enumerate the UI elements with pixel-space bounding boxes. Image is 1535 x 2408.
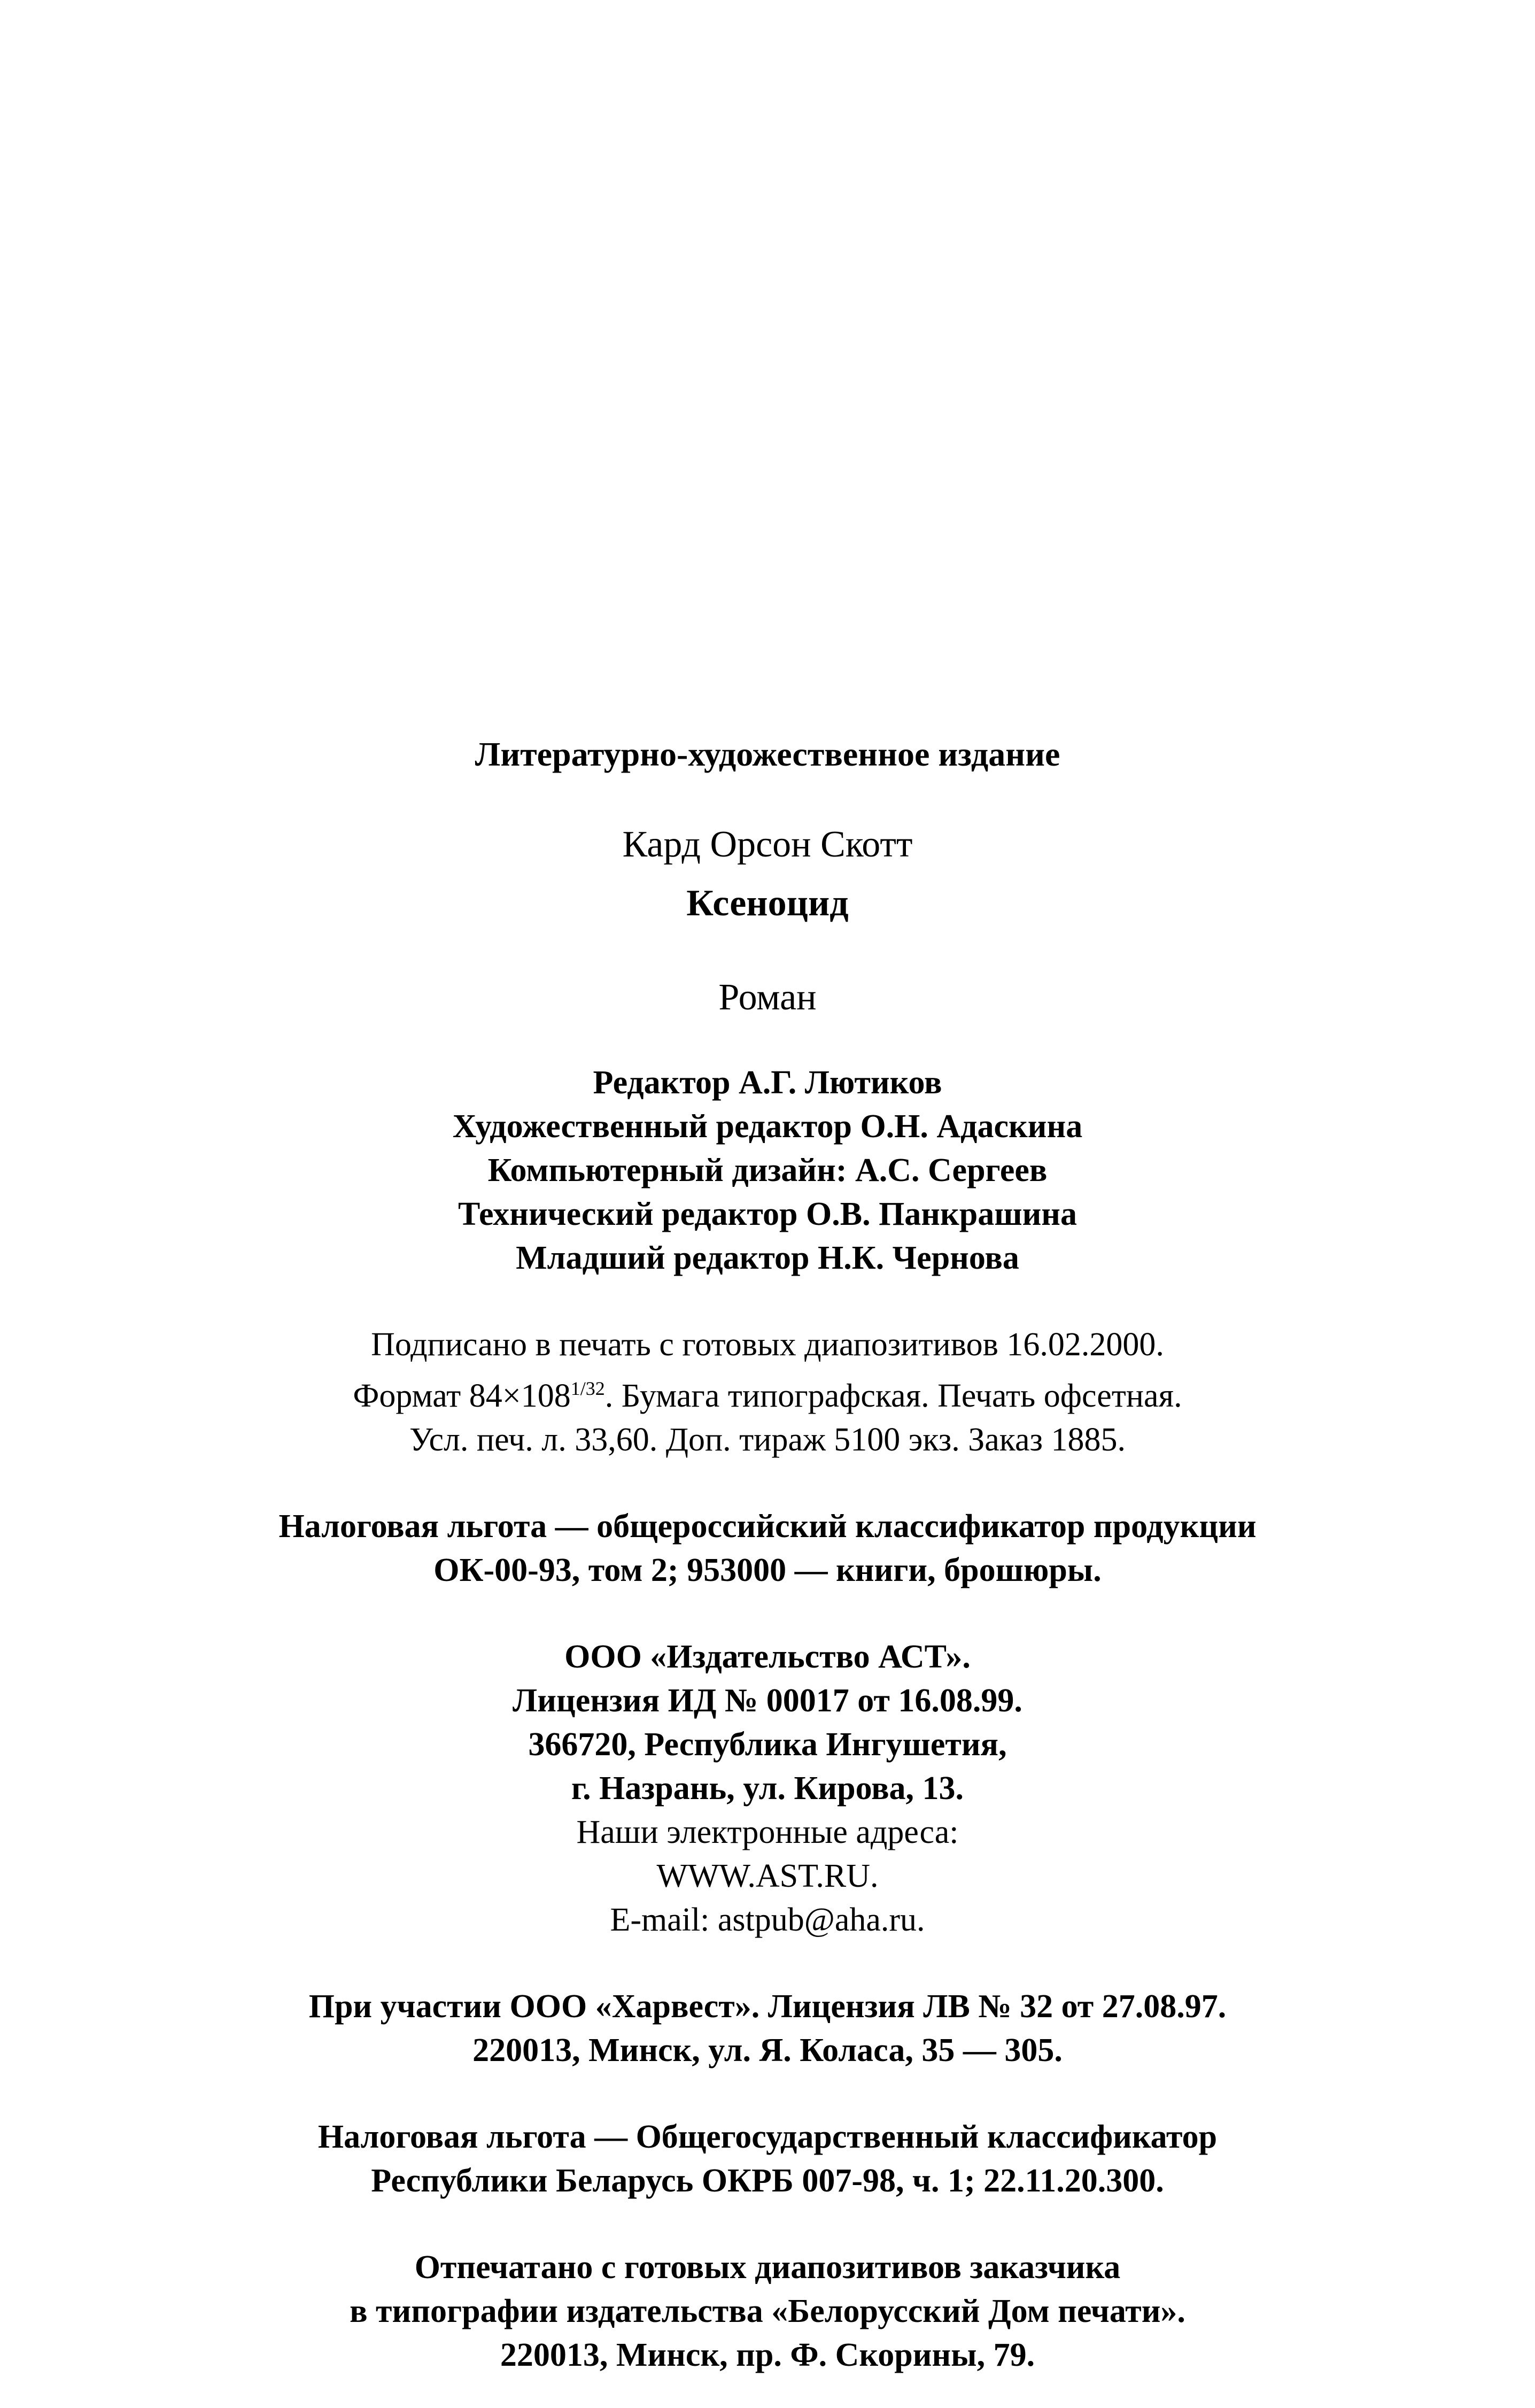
printer-line: в типографии издательства «Белорусский Дом печати». [350,2293,1185,2329]
printer-block [0,2245,1535,2377]
publisher-line: Лицензия ИД № 00017 от 16.08.99. [513,1682,1022,1719]
print-info-block [0,1323,1535,1462]
staff-block [0,1061,1535,1280]
edition-type: Литературно-художественное издание [475,735,1060,773]
publisher-line: 366720, Республика Ингушетия, [528,1726,1007,1763]
publisher-email: E-mail: astpub@aha.ru. [610,1902,925,1938]
format-fraction: 1/32 [570,1378,605,1399]
printer-line: Отпечатано с готовых диапозитивов заказчика [414,2249,1121,2286]
format-prefix: Формат 84×108 [353,1378,571,1414]
printer-line: 220013, Минск, пр. Ф. Скорины, 79. [500,2337,1035,2373]
colophon [0,732,1535,2377]
tax-by-block [0,2115,1535,2203]
publisher-website: WWW.AST.RU. [656,1858,879,1894]
publisher-block [0,1635,1535,1942]
participation-line: 220013, Минск, ул. Я. Коласа, 35 — 305. [472,2032,1063,2069]
publisher-line: г. Назрань, ул. Кирова, 13. [571,1770,964,1807]
staff-line: Младший редактор Н.К. Чернова [516,1240,1019,1276]
publisher-line: Наши электронные адреса: [576,1814,959,1850]
staff-line: Компьютерный дизайн: А.С. Сергеев [487,1152,1048,1188]
tax-ru-block [0,1504,1535,1592]
tax-by-line: Республики Беларусь ОКРБ 007-98, ч. 1; 22.11.20.300. [371,2163,1164,2199]
signed-line: Подписано в печать с готовых диапозитивов 16.02.2000. [371,1326,1164,1363]
tax-ru-line: ОК-00-93, том 2; 953000 — книги, брошюры. [433,1552,1102,1588]
participation-block [0,1985,1535,2072]
staff-line: Художественный редактор О.Н. Адаскина [452,1108,1083,1145]
publisher-line: ООО «Издательство АСТ». [564,1639,971,1675]
staff-line: Технический редактор О.В. Панкрашина [458,1196,1077,1232]
format-suffix: . Бумага типографская. Печать офсетная. [604,1378,1182,1414]
participation-line: При участии ООО «Харвест». Лицензия ЛВ № 32 от 27.08.97. [308,1988,1227,2025]
tax-by-line: Налоговая льгота — Общегосударственный классификатор [317,2119,1218,2155]
tax-ru-line: Налоговая льгота — общероссийский классификатор продукции [278,1508,1257,1545]
staff-line: Редактор А.Г. Лютиков [593,1064,942,1101]
book-title: Ксеноцид [686,883,849,924]
author-name: Кард Орсон Скотт [622,824,913,865]
genre: Роман [718,977,817,1018]
volume-line: Усл. печ. л. 33,60. Доп. тираж 5100 экз. Заказ 1885. [409,1422,1126,1458]
format-line [0,1367,1535,1418]
